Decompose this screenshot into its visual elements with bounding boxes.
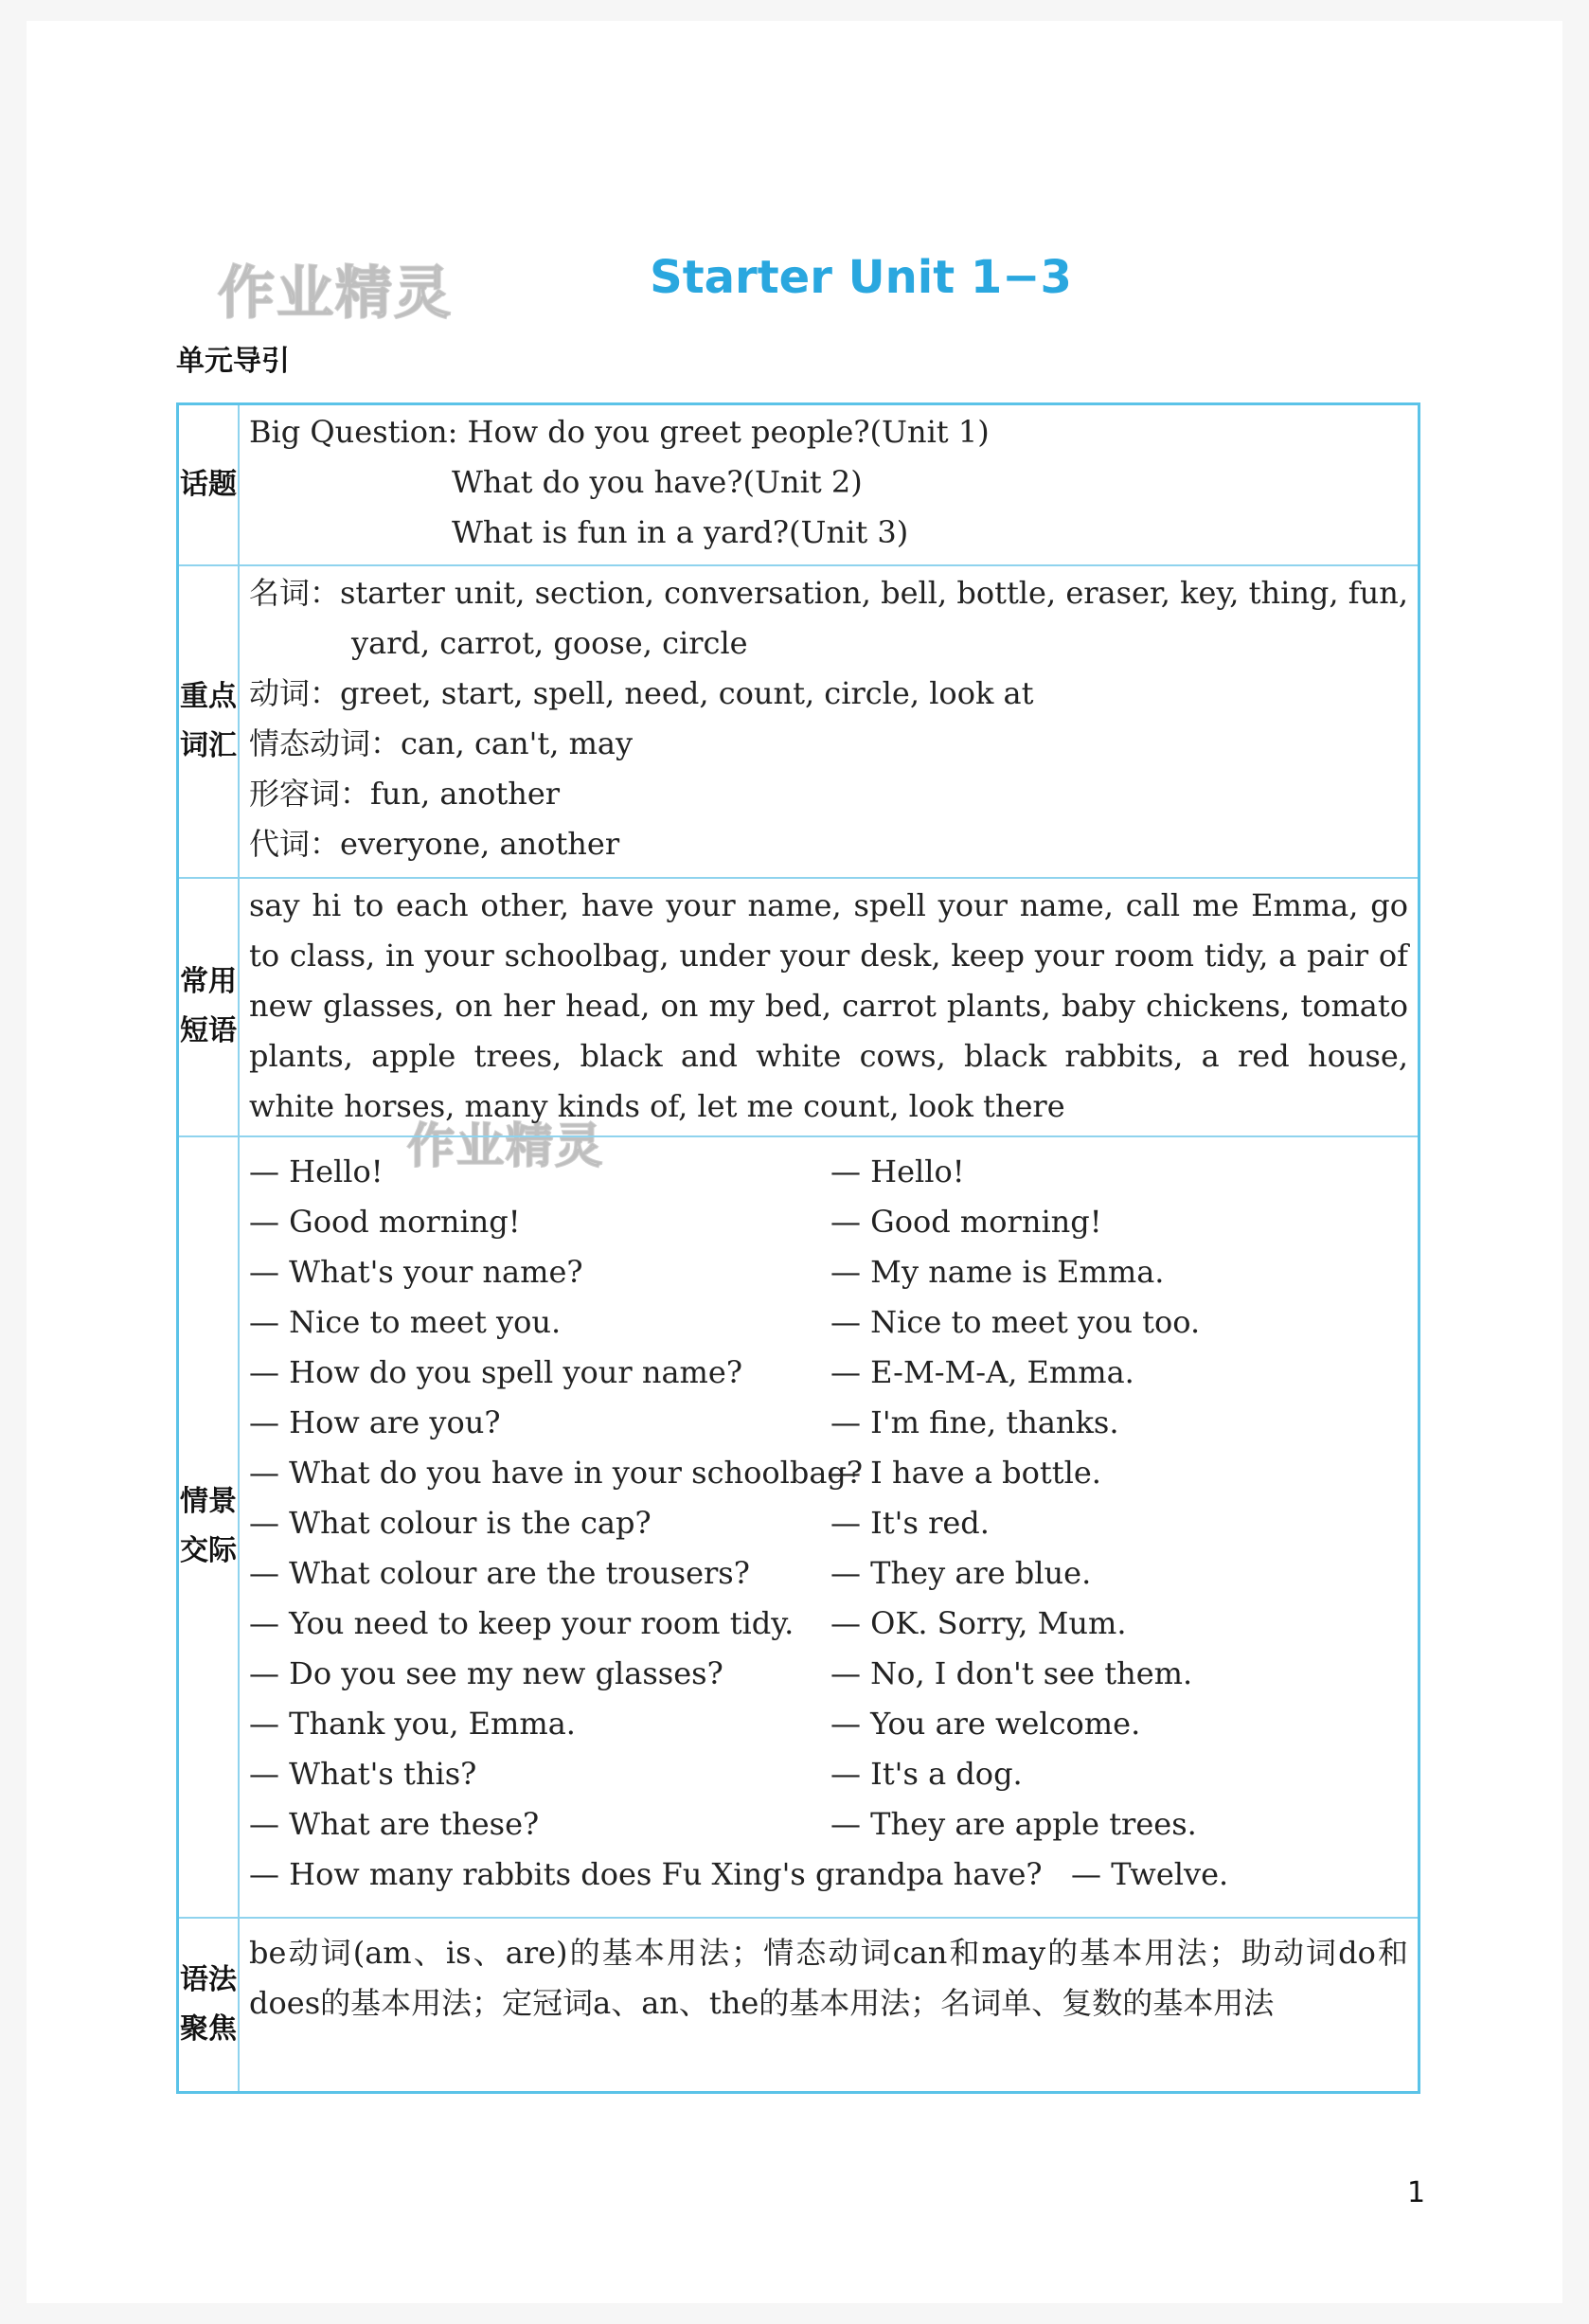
dialogue-answer: — They are blue. (830, 1554, 1092, 1591)
dialogue-answer: — OK. Sorry, Mum. (830, 1604, 1127, 1641)
dialogue-question: — What are these? (249, 1805, 540, 1842)
vocab-line: yard, carrot, goose, circle (351, 624, 748, 661)
vocab-line: 名词：starter unit, section, conversation, bell, bottle, eraser, key, thing, fun, (249, 574, 1408, 611)
row-label-phrases-text: 常用短语 (180, 965, 237, 1047)
dialogue-question: — Thank you, Emma. (249, 1705, 576, 1742)
watermark-logo: 作业精灵 (407, 1118, 604, 1173)
vocab-line: 动词：greet, start, spell, need, count, circle, look at (249, 674, 1034, 711)
dialogue-question: — What colour are the trousers? (249, 1554, 750, 1591)
dialogue-question: — What's this? (249, 1755, 477, 1792)
dialogue-answer: — My name is Emma. (830, 1253, 1165, 1290)
dialogue-question: — Nice to meet you. (249, 1303, 562, 1340)
dialogue-answer: — Nice to meet you too. (830, 1303, 1201, 1340)
vocab-line: 形容词：fun, another (249, 775, 561, 812)
table-row-dialogue (178, 1136, 1419, 1918)
table-row-phrases (178, 878, 1419, 1136)
row-content-phrases: say hi to each other, have your name, spell your name, call me Emma, go to class, in your schoolbag, under your desk, keep your room tidy, a pair of new glasses, on her head, on my bed, carrot plants, baby chickens, tomato plants, apple trees, black and white cows, black rabbits, a red house, white horses, many kinds of, let me count, look there (239, 878, 1419, 1136)
row-label-dialogue-text: 情景交际 (180, 1485, 237, 1567)
dialogue-question: — What do you have in your schoolbag? (249, 1454, 864, 1491)
vocab-line: 情态动词：can, can't, may (249, 724, 634, 761)
dialogue-question: — How are you? (249, 1403, 501, 1440)
row-label-vocab-text: 重点词汇 (180, 679, 237, 762)
dialogue-question: — What colour is the cap? (249, 1504, 652, 1541)
row-label-topic: 话题 (178, 404, 240, 565)
row-content-topic (239, 404, 1419, 565)
dialogue-answer: — I'm fine, thanks. (830, 1403, 1119, 1440)
table-row-vocab (178, 565, 1419, 878)
dialogue-answer: — I have a bottle. (830, 1454, 1101, 1491)
row-label-dialogue (178, 1136, 240, 1918)
dialogue-question: — You need to keep your room tidy. (249, 1604, 794, 1641)
watermark-logo: 作业精灵 (218, 260, 453, 327)
dialogue-answer: — It's a dog. (830, 1755, 1023, 1792)
row-content-grammar: be动词(am、is、are)的基本用法；情态动词can和may的基本用法；助动词do和does的基本用法；定冠词a、an、the的基本用法；名词单、复数的基本用法 (239, 1918, 1419, 2093)
row-label-phrases (178, 878, 240, 1136)
dialogue-answer: — Good morning! (830, 1203, 1102, 1240)
dialogue-question: — How do you spell your name? (249, 1353, 742, 1390)
dialogue-answer: — Hello! (830, 1153, 965, 1189)
dialogue-answer: — You are welcome. (830, 1705, 1141, 1742)
dialogue-answer: — No, I don't see them. (830, 1654, 1193, 1691)
dialogue-question: — What's your name? (249, 1253, 583, 1290)
row-content-vocab (239, 565, 1419, 878)
dialogue-last-line: — How many rabbits does Fu Xing's grandpa have? — Twelve. (249, 1855, 1229, 1892)
topic-line: What do you have?(Unit 2) (452, 464, 863, 500)
page-number: 1 (1407, 2176, 1426, 2209)
row-label-grammar (178, 1918, 240, 2093)
row-content-dialogue (239, 1136, 1419, 1918)
table-row-topic (178, 404, 1419, 565)
dialogue-answer: — E-M-M-A, Emma. (830, 1353, 1134, 1390)
dialogue-question: — Hello! (249, 1153, 384, 1189)
topic-line: What is fun in a yard?(Unit 3) (452, 514, 909, 550)
row-label-vocab (178, 565, 240, 878)
vocab-line: 代词：everyone, another (249, 825, 620, 862)
dialogue-question: — Good morning! (249, 1203, 521, 1240)
dialogue-grid (249, 1147, 1408, 1900)
dialogue-question: — Do you see my new glasses? (249, 1654, 723, 1691)
table-row-grammar (178, 1918, 1419, 2093)
topic-line: Big Question: How do you greet people?(Unit 1) (249, 414, 990, 450)
row-label-grammar-text: 语法聚焦 (180, 1962, 237, 2046)
section-heading: 单元导引 (176, 345, 290, 378)
dialogue-answer: — They are apple trees. (830, 1805, 1197, 1842)
dialogue-answer: — It's red. (830, 1504, 990, 1541)
unit-guide-table (176, 402, 1420, 2094)
page-title: Starter Unit 1−3 (650, 251, 1072, 304)
